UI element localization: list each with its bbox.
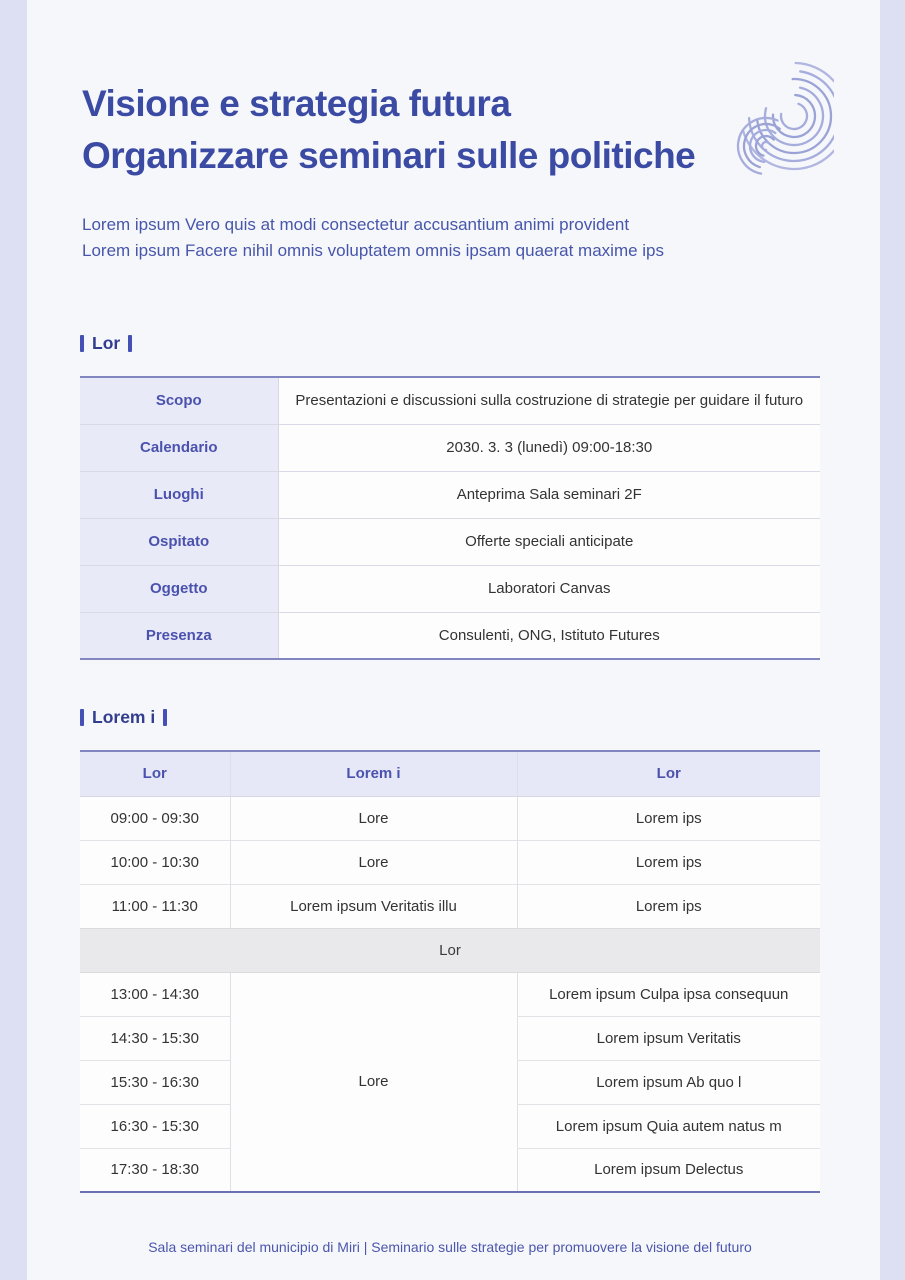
column-header-time: Lor [80,751,230,796]
band-label: Lor [80,928,820,972]
cell-speaker: Lorem ipsum Delectus [517,1148,820,1192]
section-heading-agenda [80,707,820,728]
page-subtitle-line-1: Lorem ipsum Vero quis at modi consectetur accusantium animi provident [82,215,630,234]
table-row [80,518,820,565]
table-row [80,565,820,612]
page-title [82,78,820,182]
agenda-row [80,840,820,884]
cell-time: 13:00 - 14:30 [80,972,230,1016]
page-title-line-1: Visione e strategia futura [82,83,511,124]
content-sheet [27,0,880,1280]
cell-speaker: Lorem ips [517,796,820,840]
cell-speaker: Lorem ipsum Culpa ipsa consequun [517,972,820,1016]
row-label: Ospitato [80,518,278,565]
cell-time: 16:30 - 15:30 [80,1104,230,1148]
row-value: Offerte speciali anticipate [278,518,820,565]
cell-speaker: Lorem ipsum Ab quo l [517,1060,820,1104]
row-value: Consulenti, ONG, Istituto Futures [278,612,820,659]
cell-speaker: Lorem ips [517,840,820,884]
cell-time: 17:30 - 18:30 [80,1148,230,1192]
content-inner [27,78,880,1255]
row-value: Anteprima Sala seminari 2F [278,471,820,518]
row-value: 2030. 3. 3 (lunedì) 09:00-18:30 [278,424,820,471]
cell-speaker: Lorem ipsum Quia autem natus m [517,1104,820,1148]
row-label: Scopo [80,377,278,424]
cell-session-merged: Lore [230,972,517,1192]
heading-bar-icon [80,709,84,726]
heading-bar-icon [80,335,84,352]
column-header-speaker: Lor [517,751,820,796]
column-header-session: Lorem i [230,751,517,796]
page-subtitle [82,212,820,264]
cell-time: 14:30 - 15:30 [80,1016,230,1060]
footer-note: Sala seminari del municipio di Miri | Seminario sulle strategie per promuovere la visione del futuro [148,1239,752,1255]
section-heading-overview-label: Lor [92,333,121,353]
agenda-row [80,796,820,840]
page-title-line-2: Organizzare seminari sulle politiche [82,135,696,176]
agenda-row [80,884,820,928]
cell-time: 10:00 - 10:30 [80,840,230,884]
heading-bar-icon [163,709,167,726]
row-value: Presentazioni e discussioni sulla costruzione di strategie per guidare il futuro [278,377,820,424]
row-label: Calendario [80,424,278,471]
cell-speaker: Lorem ips [517,884,820,928]
table-row [80,424,820,471]
agenda-table [80,750,820,1193]
cell-time: 15:30 - 16:30 [80,1060,230,1104]
cell-time: 11:00 - 11:30 [80,884,230,928]
cell-time: 09:00 - 09:30 [80,796,230,840]
overview-table [80,376,820,660]
agenda-band-row [80,928,820,972]
row-label: Presenza [80,612,278,659]
row-value: Laboratori Canvas [278,565,820,612]
section-heading-agenda-label: Lorem i [92,707,156,727]
page-subtitle-line-2: Lorem ipsum Facere nihil omnis voluptatem omnis ipsam quaerat maxime ips [82,241,665,260]
row-label: Oggetto [80,565,278,612]
table-row [80,612,820,659]
cell-speaker: Lorem ipsum Veritatis [517,1016,820,1060]
heading-bar-icon [128,335,132,352]
cell-session: Lore [230,840,517,884]
section-heading-overview [80,333,820,354]
row-label: Luoghi [80,471,278,518]
table-row [80,377,820,424]
agenda-row [80,972,820,1016]
table-row [80,471,820,518]
cell-session: Lore [230,796,517,840]
agenda-header-row [80,751,820,796]
cell-session: Lorem ipsum Veritatis illu [230,884,517,928]
